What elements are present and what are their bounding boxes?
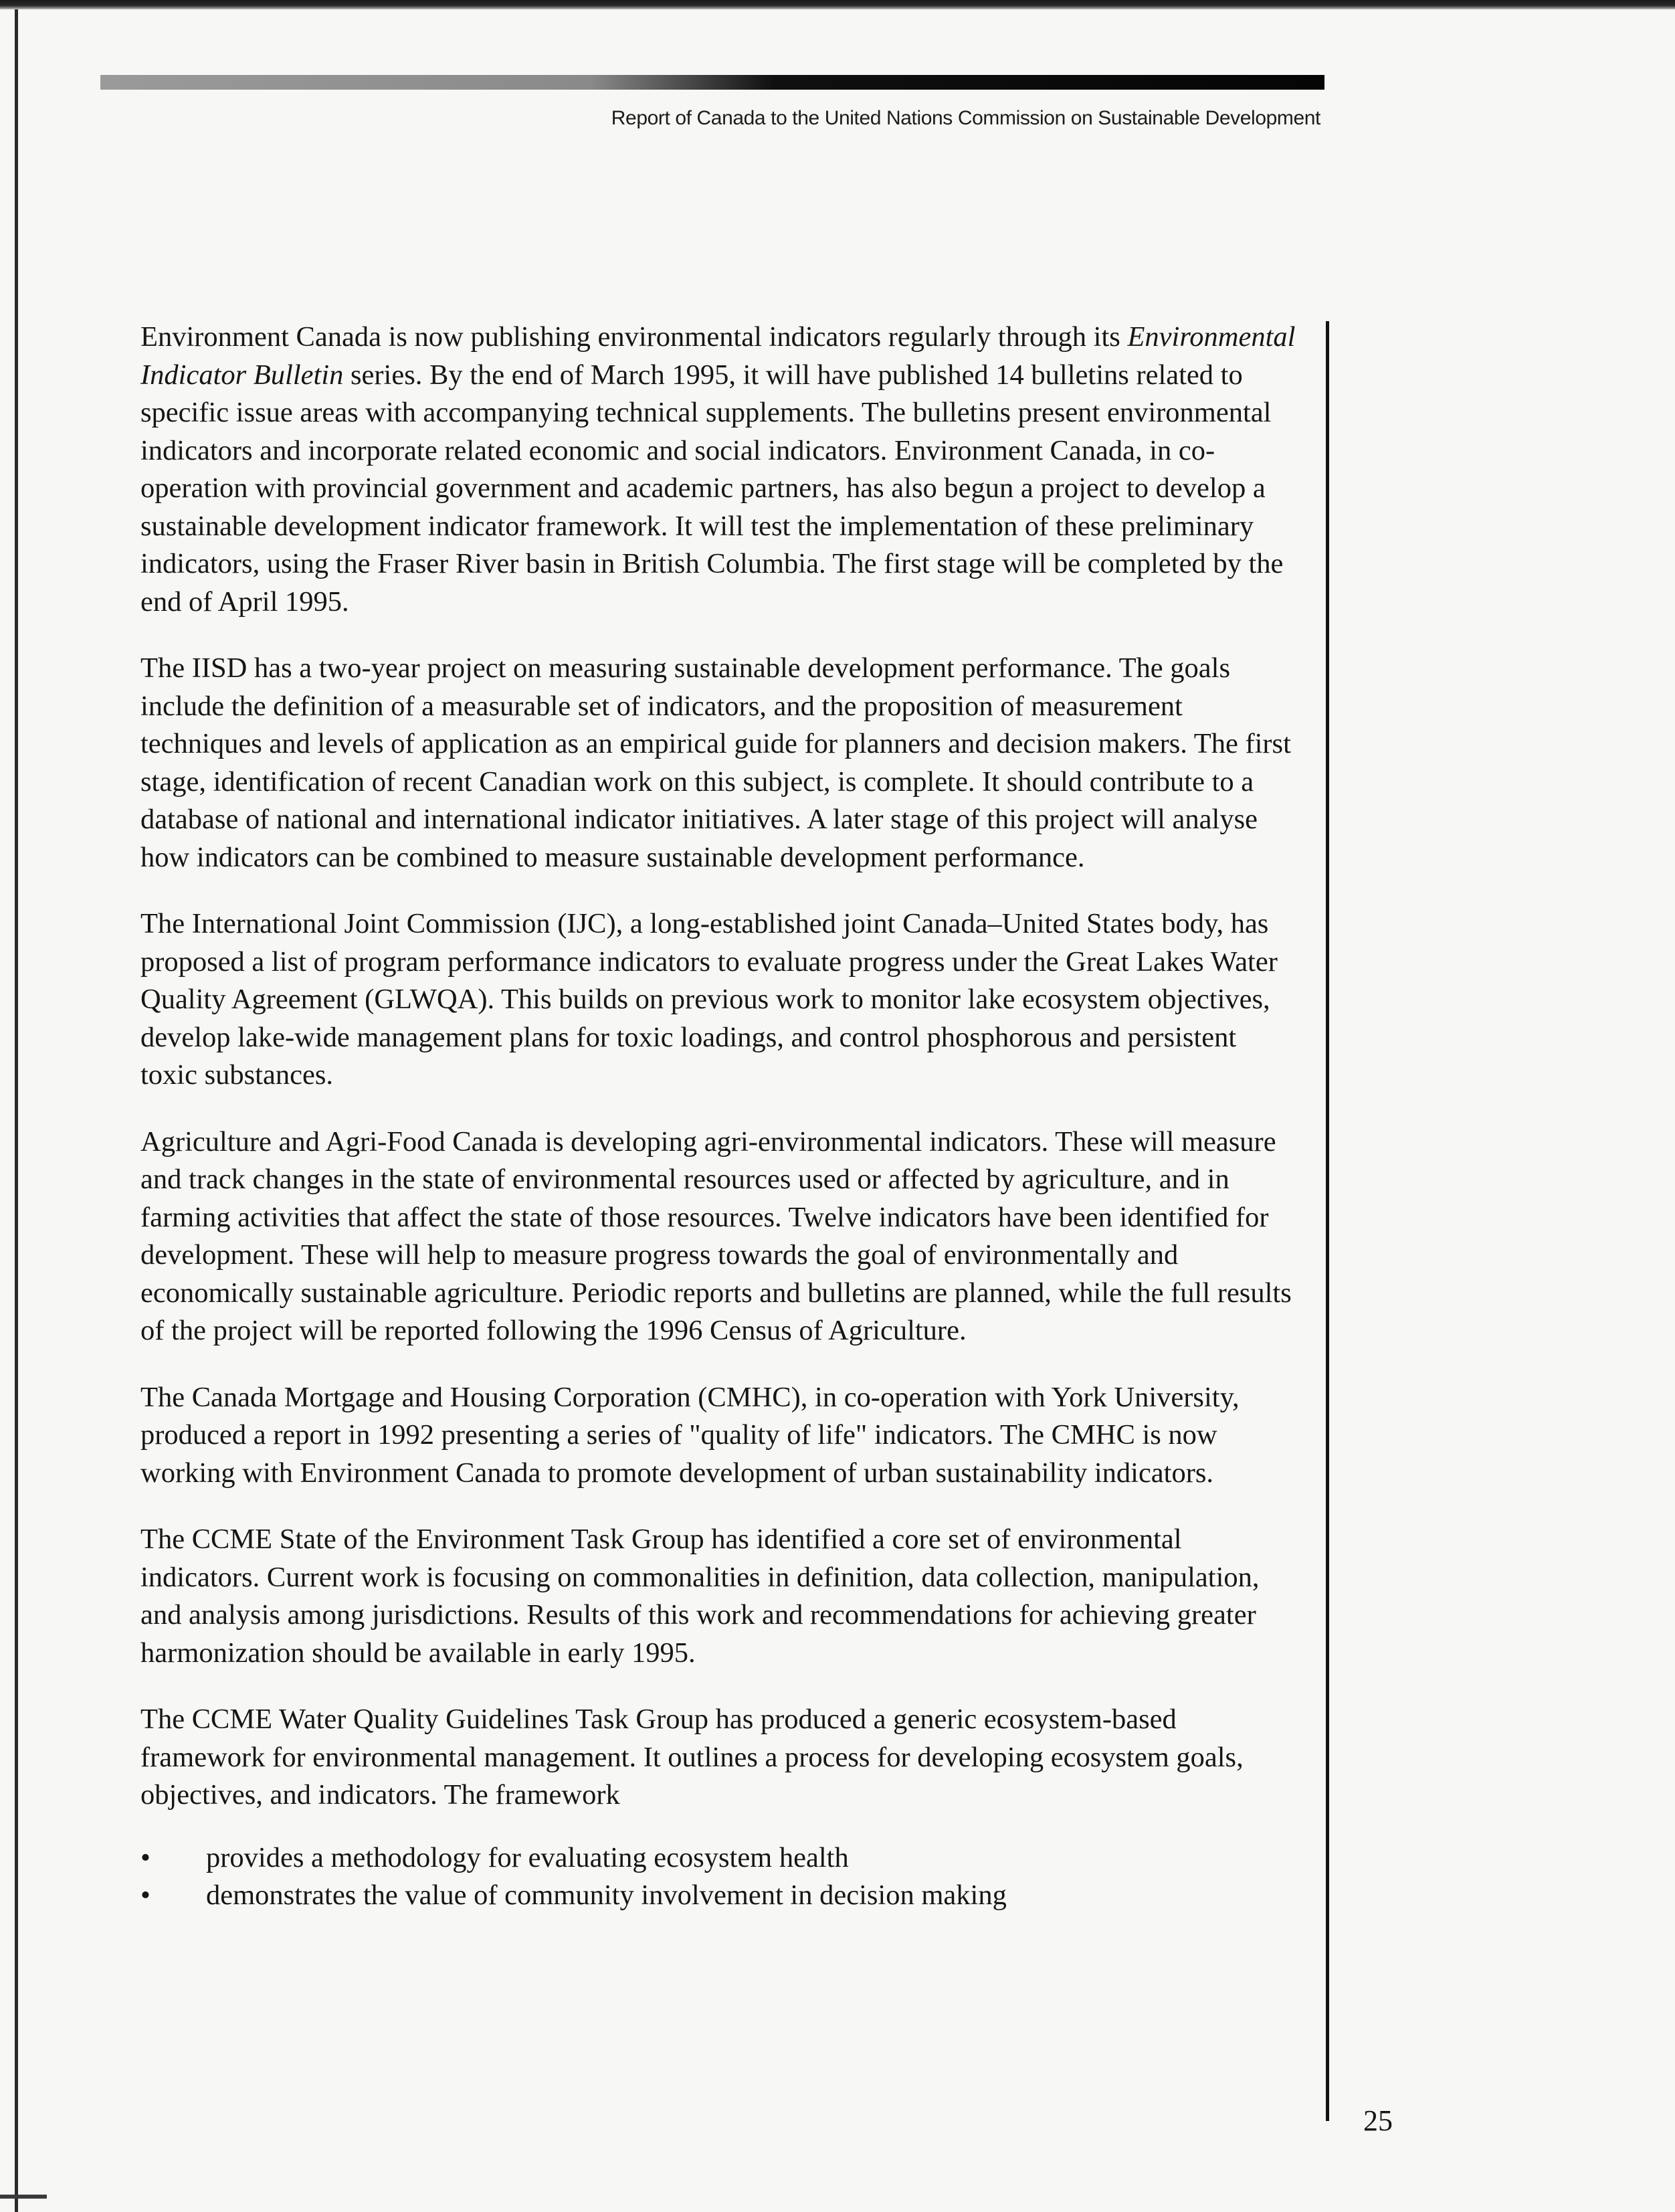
- paragraph-iisd: The IISD has a two-year project on measuring sustainable development performance. The goals include the definition of a measurable set of indicators, and the proposition of measurement techniques and levels of application as an empirical guide for planners and decision makers. The first stage, identification of recent Canadian work on this subject, is complete. It should contribute to a database of national and international indicator initiatives. A later stage of this project will analyse how indicators can be combined to measure sustainable development performance.: [140, 652, 1291, 873]
- paragraph-ccme-water: The CCME Water Quality Guidelines Task Group has produced a generic ecosystem-based framework for environmental management. It outlines a process for developing ecosystem goals, objectives, and indicators. The framework: [140, 1703, 1244, 1811]
- bulletin-title: Environmental Indicator Bulletin: [140, 321, 1296, 391]
- framework-bullet-list: [140, 1839, 1298, 1915]
- list-item-text: demonstrates the value of community involvement in decision making: [206, 1879, 1007, 1911]
- list-item-text: provides a methodology for evaluating ecosystem health: [206, 1841, 849, 1873]
- paragraph-ccme-soe: The CCME State of the Environment Task Group has identified a core set of environmental indicators. Current work is focusing on commonalities in definition, data collection, manipulation, and analysis among jurisdictions. Results of this work and recommendations for achieving greater harmonization should be available in early 1995.: [140, 1524, 1260, 1669]
- paragraph-text: series. By the end of March 1995, it will have published 14 bulletins related to specific issue areas with accompanying technical supplements. The bulletins present environmental indicators and incorporate related economic and social indicators. Environment Canada, in co-operation with provincial government and academic partners, has also begun a project to develop a sustainable development indicator framework. It will test the implementation of these preliminary indicators, using the Fraser River basin in British Columbia. The first stage will be completed by the end of April 1995.: [140, 359, 1284, 618]
- list-item: [140, 1839, 1298, 1877]
- scan-corner-mark: [0, 2195, 47, 2199]
- paragraph-agriculture: Agriculture and Agri-Food Canada is developing agri-environmental indicators. These will measure and track changes in the state of environmental resources used or affected by agriculture, and in farming activities that affect the state of those resources. Twelve indicators have been identified for development. These will help to measure progress towards the goal of environmentally and economically sustainable agriculture. Periodic reports and bulletins are planned, while the full results of the project will be reported following the 1996 Census of Agriculture.: [140, 1125, 1292, 1346]
- scan-top-edge: [0, 0, 1675, 9]
- bullet-icon: •: [140, 1841, 151, 1873]
- paragraph-cmhc: The Canada Mortgage and Housing Corporation (CMHC), in co-operation with York University, produced a report in 1992 presenting a series of "quality of life" indicators. The CMHC is now working with Environment Canada to promote development of urban sustainability indicators.: [140, 1381, 1240, 1489]
- paragraph-text: Environment Canada is now publishing environmental indicators regularly through its: [140, 321, 1128, 353]
- body-text: [140, 318, 1298, 1915]
- margin-change-bar: [1326, 321, 1329, 2121]
- page-number: 25: [1363, 2104, 1393, 2137]
- paragraph-environment-canada: [140, 318, 1298, 621]
- list-item: [140, 1877, 1298, 1915]
- header-rule-bar: [100, 75, 1324, 90]
- scan-binding-edge: [15, 9, 18, 2212]
- paragraph-ijc: The International Joint Commission (IJC), a long-established joint Canada–United States body, has proposed a list of program performance indicators to evaluate progress under the Great Lakes Water Quality Agreement (GLWQA). This builds on previous work to monitor lake ecosystem objectives, develop lake-wide management plans for toxic loadings, and control phosphorous and persistent toxic substances.: [140, 908, 1278, 1091]
- running-header: Report of Canada to the United Nations Commission on Sustainable Development: [611, 107, 1320, 129]
- bullet-icon: •: [140, 1879, 151, 1911]
